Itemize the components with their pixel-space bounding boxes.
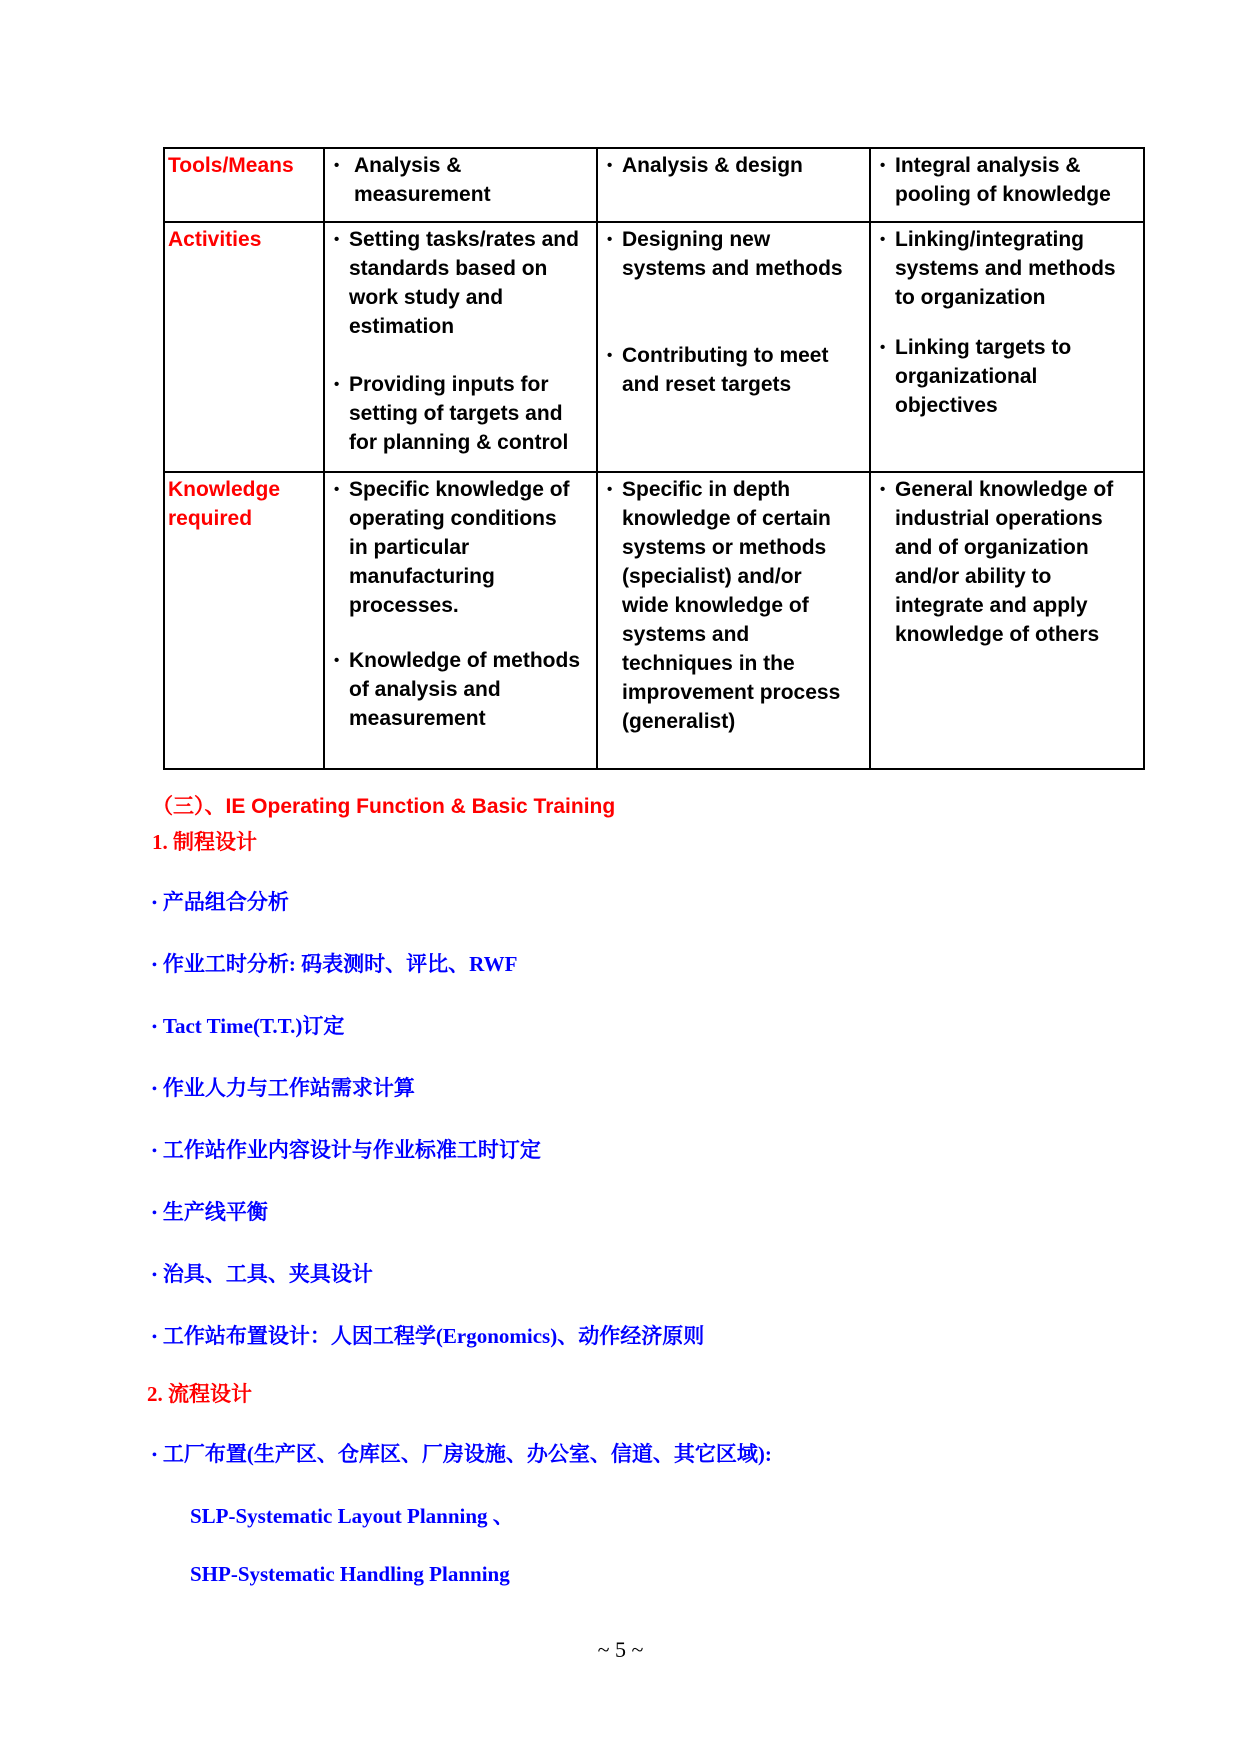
bullet-icon: •: [152, 1268, 157, 1283]
list-item: • 工作站布置设计：人因工程学(Ergonomics)、动作经济原则: [152, 1324, 705, 1348]
bullet-icon: •: [152, 1330, 157, 1345]
list-item: • Tact Time(T.T.)订定: [152, 1014, 345, 1038]
table-row-activities: [164, 222, 1144, 472]
bullet-item: • Providing inputs for setting of targets and for planning & control: [334, 370, 592, 457]
row-header-cell: [164, 148, 324, 222]
bullet-item: • Setting tasks/rates and standards based on work study and estimation: [334, 225, 592, 341]
row-header-cell: [164, 472, 324, 769]
list-item: • 治具、工具、夹具设计: [152, 1262, 373, 1286]
bullet-item: • Integral analysis & pooling of knowledge: [880, 151, 1139, 209]
bullet-icon: •: [152, 958, 157, 973]
list-item: • 作业工时分析: 码表测时、评比、RWF: [152, 952, 518, 976]
bullet-icon: •: [152, 896, 157, 911]
bullet-item: • Specific knowledge of operating conditions in particular manufacturing processes.: [334, 475, 592, 620]
bullet-icon: •: [152, 1020, 157, 1035]
bullet-icon: •: [152, 1206, 157, 1221]
bullet-item: • Specific in depth knowledge of certain systems or methods (specialist) and/or wide knowledge of systems and techniques in the improvement process (generalist): [607, 475, 865, 736]
bullet-icon: •: [152, 1144, 157, 1159]
bullet-item: • Analysis & design: [607, 151, 865, 180]
page-number: ~ 5 ~: [597, 1637, 644, 1662]
list-item: • 产品组合分析: [152, 890, 289, 914]
bullet-item: • Linking targets to organizational objectives: [880, 333, 1139, 420]
indented-line: SHP-Systematic Handling Planning: [190, 1562, 510, 1586]
row-header-cell: [164, 222, 324, 472]
table-row-tools: [164, 148, 1144, 222]
list-item: • 工厂布置(生产区、仓库区、厂房设施、办公室、信道、其它区域):: [152, 1442, 772, 1466]
row-header-knowledge: Knowledge required: [168, 478, 281, 530]
table-row-knowledge: [164, 472, 1144, 769]
bullet-item: • Analysis & measurement: [334, 151, 592, 209]
row-header-tools: Tools/Means: [168, 154, 294, 177]
subsection-heading-process-design: 1. 制程设计: [152, 830, 257, 854]
list-item: • 生产线平衡: [152, 1200, 268, 1224]
bullet-icon: •: [152, 1448, 157, 1463]
bullet-item: • Linking/integrating systems and methods to organization: [880, 225, 1139, 312]
ie-function-table: [163, 147, 1145, 770]
indented-line: SLP-Systematic Layout Planning 、: [190, 1504, 514, 1528]
section-title: （三）、IE Operating Function & Basic Training: [152, 795, 616, 818]
row-header-activities: Activities: [168, 228, 262, 251]
bullet-icon: •: [152, 1082, 157, 1097]
bullet-item: • Designing new systems and methods: [607, 225, 865, 283]
bullet-item: • General knowledge of industrial operations and of organization and/or ability to integrate and apply knowledge of others: [880, 475, 1139, 649]
bullet-item: • Contributing to meet and reset targets: [607, 341, 865, 399]
list-item: • 作业人力与工作站需求计算: [152, 1076, 415, 1100]
list-item: • 工作站作业内容设计与作业标准工时订定: [152, 1138, 541, 1162]
bullet-item: • Knowledge of methods of analysis and measurement: [334, 646, 592, 733]
subsection-heading-flow-design: 2. 流程设计: [147, 1382, 252, 1406]
